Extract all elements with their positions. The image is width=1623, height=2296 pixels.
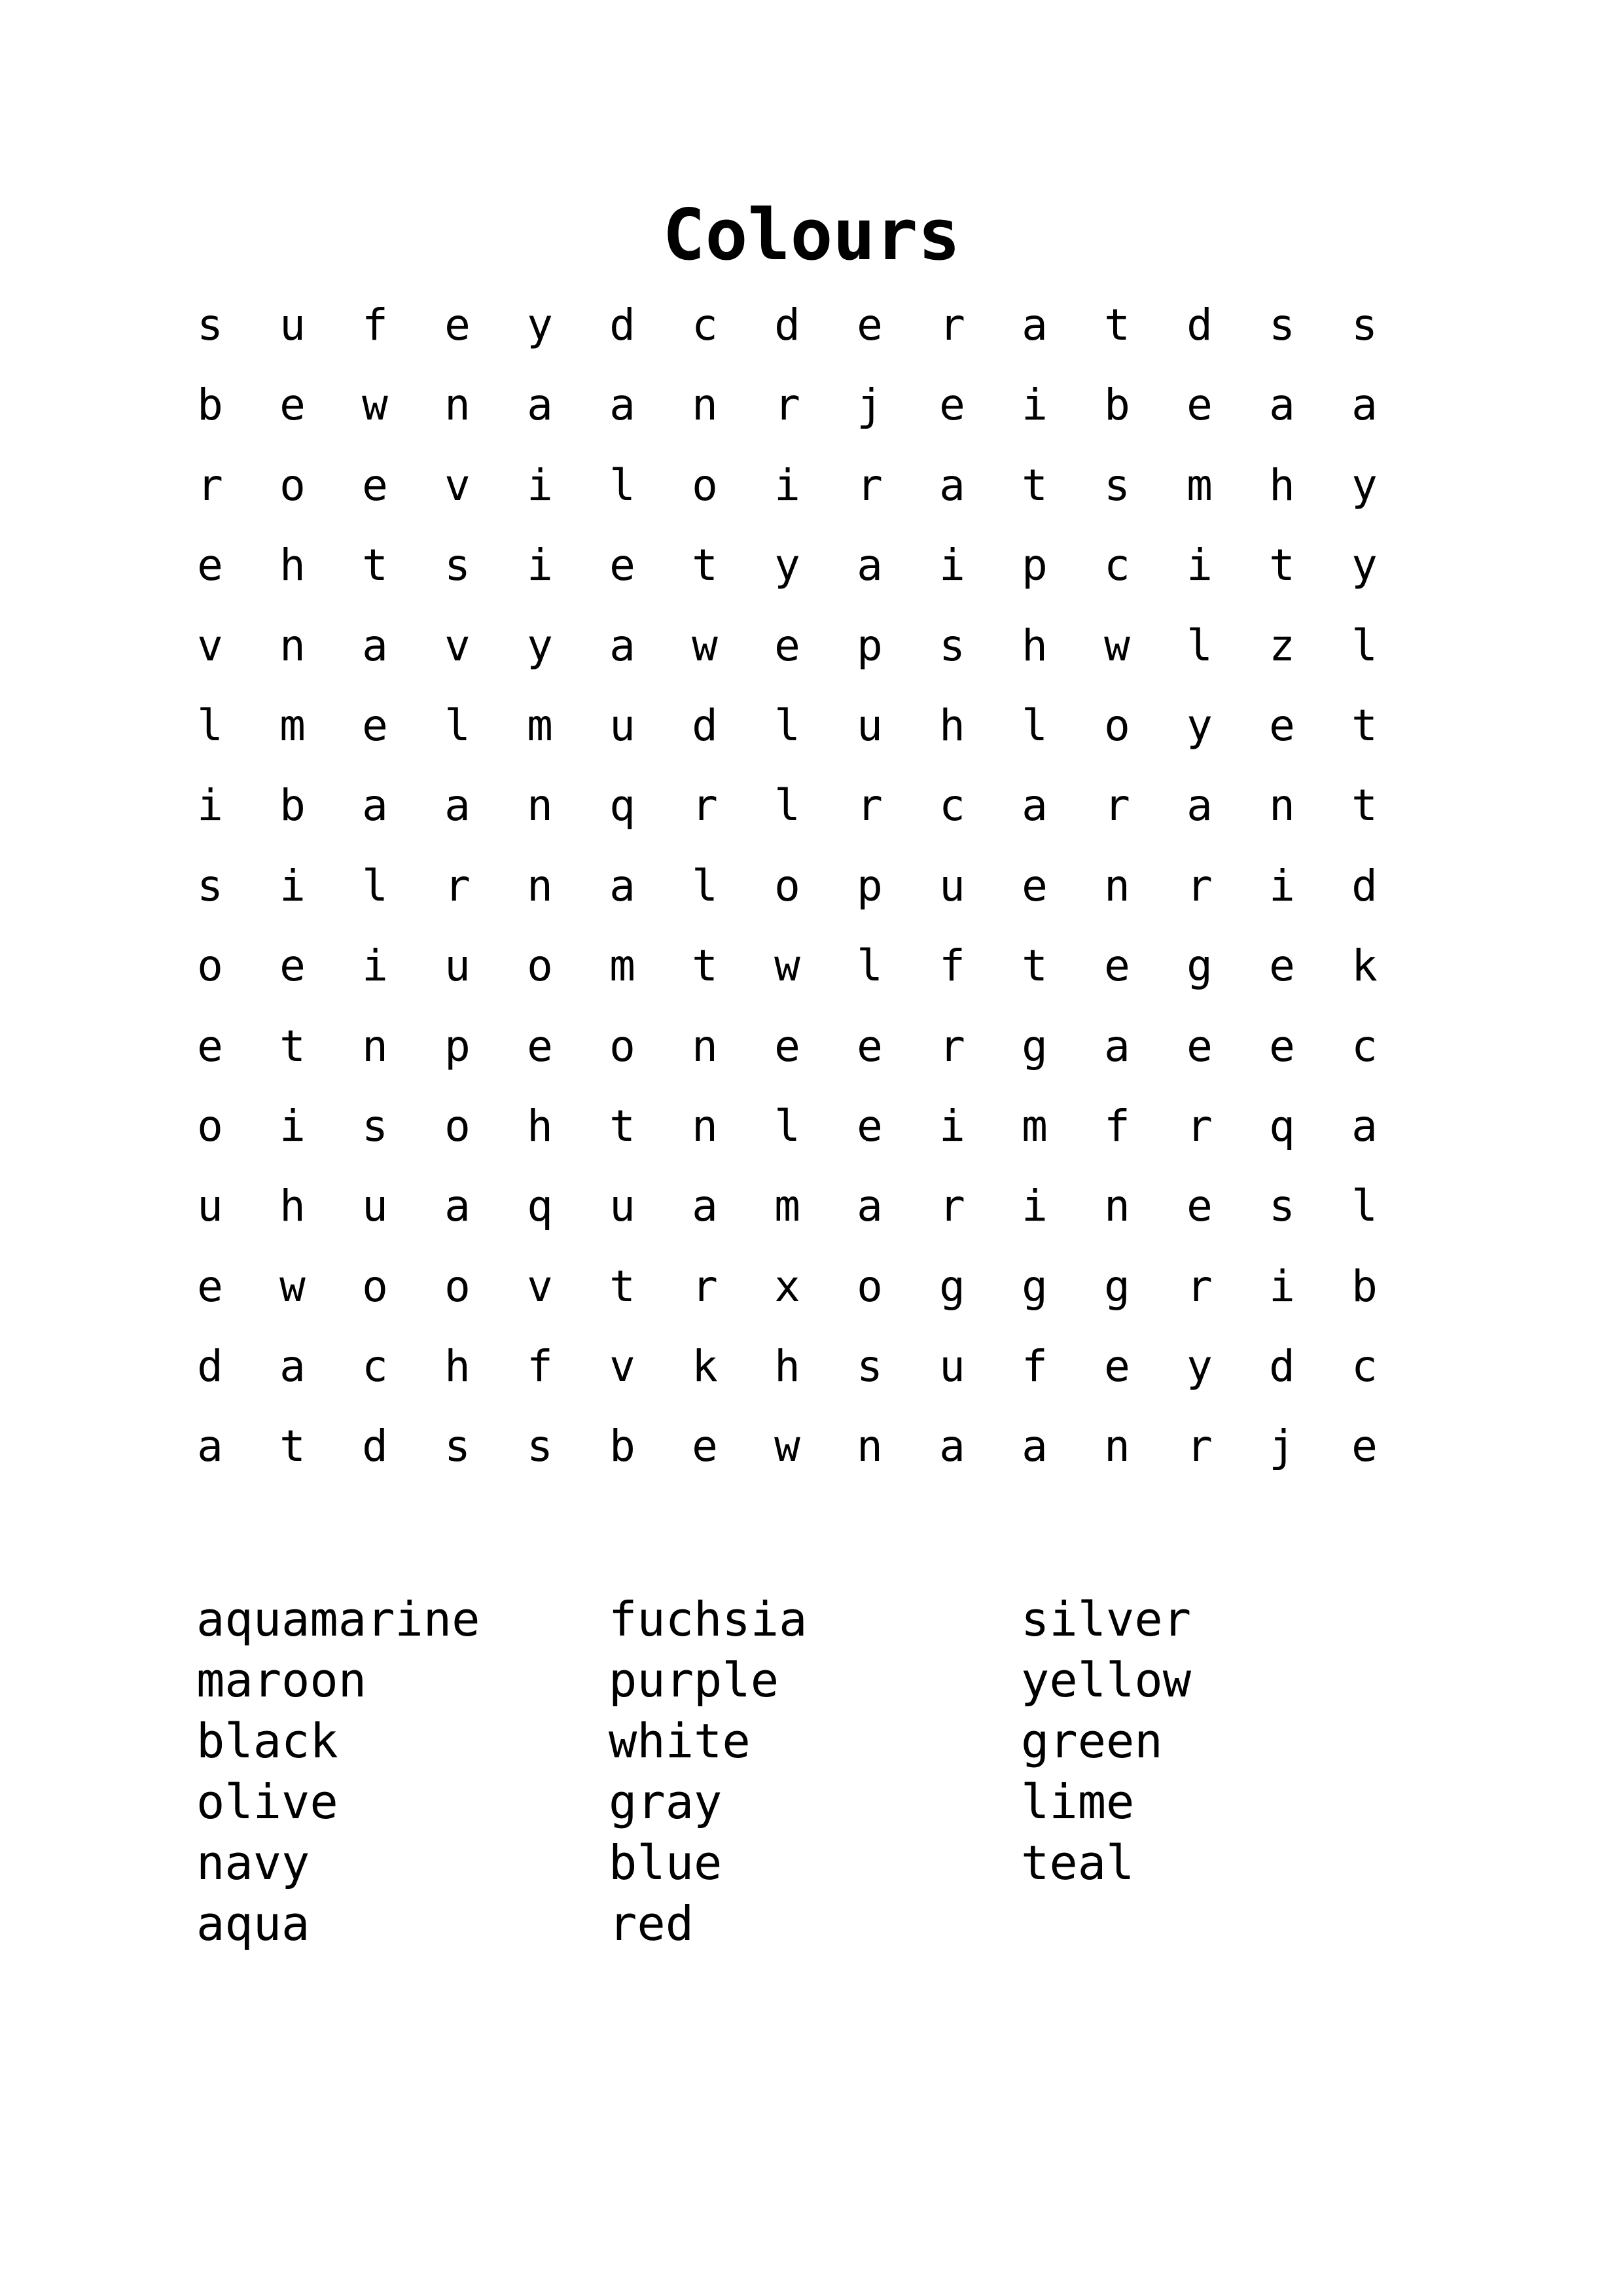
- grid-cell[interactable]: c: [939, 780, 965, 831]
- grid-cell[interactable]: n: [444, 380, 471, 431]
- grid-cell[interactable]: r: [197, 459, 223, 511]
- grid-cell[interactable]: s: [197, 300, 223, 350]
- grid-cell[interactable]: v: [527, 1261, 553, 1312]
- grid-cell[interactable]: s: [857, 1341, 883, 1392]
- grid-cell[interactable]: r: [1104, 780, 1130, 831]
- grid-cell[interactable]: e: [1186, 1020, 1213, 1071]
- grid-cell[interactable]: s: [197, 860, 223, 911]
- grid-cell[interactable]: e: [279, 380, 306, 431]
- grid-cell[interactable]: r: [692, 1261, 718, 1312]
- grid-cell[interactable]: y: [527, 300, 553, 350]
- grid-cell[interactable]: t: [1104, 300, 1130, 350]
- grid-cell[interactable]: i: [1269, 1261, 1295, 1312]
- grid-cell[interactable]: h: [279, 540, 306, 591]
- grid-cell[interactable]: a: [527, 380, 553, 431]
- grid-cell[interactable]: t: [1022, 459, 1048, 511]
- grid-cell[interactable]: r: [1186, 1100, 1213, 1151]
- grid-cell[interactable]: o: [609, 1020, 635, 1071]
- word-list-item: teal: [1021, 1835, 1135, 1890]
- word-list-item: red: [609, 1896, 694, 1951]
- grid-cell[interactable]: l: [1186, 620, 1213, 671]
- grid-cell[interactable]: n: [1104, 1181, 1130, 1232]
- grid-cell[interactable]: y: [1351, 540, 1378, 591]
- grid-cell[interactable]: m: [609, 941, 635, 992]
- grid-cell[interactable]: e: [1022, 860, 1048, 911]
- grid-cell[interactable]: t: [279, 1020, 306, 1071]
- grid-cell[interactable]: a: [362, 780, 388, 831]
- grid-cell[interactable]: u: [279, 300, 306, 350]
- grid-cell[interactable]: q: [527, 1181, 553, 1232]
- grid-cell[interactable]: a: [444, 780, 471, 831]
- grid-cell[interactable]: e: [197, 1020, 223, 1071]
- grid-cell[interactable]: v: [444, 459, 471, 511]
- word-list-item: black: [196, 1713, 338, 1768]
- grid-cell[interactable]: t: [692, 540, 718, 591]
- grid-cell[interactable]: r: [692, 780, 718, 831]
- grid-cell[interactable]: h: [774, 1341, 800, 1392]
- grid-cell[interactable]: b: [609, 1421, 635, 1472]
- grid-cell[interactable]: s: [444, 1421, 471, 1472]
- grid-cell[interactable]: x: [774, 1261, 800, 1312]
- grid-cell[interactable]: a: [939, 1421, 965, 1472]
- grid-cell[interactable]: z: [1269, 620, 1295, 671]
- grid-cell[interactable]: y: [1186, 700, 1213, 751]
- word-list-item: gray: [609, 1774, 722, 1829]
- word-list-item: white: [609, 1713, 751, 1768]
- grid-cell[interactable]: p: [857, 620, 883, 671]
- grid-cell[interactable]: i: [1022, 380, 1048, 431]
- grid-cell[interactable]: f: [527, 1341, 553, 1392]
- grid-cell[interactable]: i: [1186, 540, 1213, 591]
- grid-cell[interactable]: u: [857, 700, 883, 751]
- word-list-item: yellow: [1021, 1653, 1192, 1708]
- grid-cell[interactable]: l: [1351, 620, 1378, 671]
- grid-cell[interactable]: w: [362, 380, 388, 431]
- grid-cell[interactable]: p: [857, 860, 883, 911]
- word-list: [196, 1589, 1433, 1954]
- grid-cell[interactable]: f: [362, 300, 388, 350]
- grid-cell[interactable]: a: [362, 620, 388, 671]
- grid-cell[interactable]: e: [692, 1421, 718, 1472]
- grid-cell[interactable]: e: [1269, 1020, 1295, 1071]
- grid-cell[interactable]: h: [1022, 620, 1048, 671]
- word-list-item: aquamarine: [196, 1592, 480, 1647]
- grid-cell[interactable]: d: [1351, 860, 1378, 911]
- grid-cell[interactable]: r: [1186, 1261, 1213, 1312]
- grid-cell[interactable]: o: [444, 1100, 471, 1151]
- grid-cell[interactable]: a: [1104, 1020, 1130, 1071]
- grid-cell[interactable]: g: [1022, 1261, 1048, 1312]
- grid-cell[interactable]: a: [444, 1181, 471, 1232]
- grid-cell[interactable]: i: [1269, 860, 1295, 911]
- grid-cell[interactable]: c: [362, 1341, 388, 1392]
- grid-cell[interactable]: n: [857, 1421, 883, 1472]
- grid-cell[interactable]: i: [279, 1100, 306, 1151]
- grid-cell[interactable]: s: [362, 1100, 388, 1151]
- grid-cell[interactable]: i: [1022, 1181, 1048, 1232]
- grid-cell[interactable]: m: [279, 700, 306, 751]
- grid-cell[interactable]: t: [609, 1100, 635, 1151]
- word-list-item: aqua: [196, 1896, 310, 1951]
- grid-cell[interactable]: s: [1351, 300, 1378, 350]
- grid-cell[interactable]: b: [279, 780, 306, 831]
- grid-cell[interactable]: l: [362, 860, 388, 911]
- grid-cell[interactable]: n: [692, 1100, 718, 1151]
- grid-cell[interactable]: u: [609, 1181, 635, 1232]
- grid-cell[interactable]: v: [197, 620, 223, 671]
- grid-cell[interactable]: b: [197, 380, 223, 431]
- grid-cell[interactable]: s: [1269, 300, 1295, 350]
- grid-cell[interactable]: t: [609, 1261, 635, 1312]
- word-list-item: fuchsia: [609, 1592, 808, 1647]
- grid-cell[interactable]: u: [939, 1341, 965, 1392]
- grid-cell[interactable]: b: [1351, 1261, 1378, 1312]
- grid-cell[interactable]: d: [197, 1341, 223, 1392]
- grid-cell[interactable]: a: [1351, 380, 1378, 431]
- word-list-item: silver: [1021, 1592, 1192, 1647]
- grid-cell[interactable]: o: [774, 860, 800, 911]
- grid-cell[interactable]: h: [279, 1181, 306, 1232]
- grid-cell[interactable]: v: [609, 1341, 635, 1392]
- grid-cell[interactable]: d: [692, 700, 718, 751]
- grid-cell[interactable]: o: [857, 1261, 883, 1312]
- grid-cell[interactable]: e: [1269, 700, 1295, 751]
- page-title: Colours: [662, 194, 961, 277]
- grid-cell[interactable]: q: [609, 780, 635, 831]
- grid-cell[interactable]: i: [939, 1100, 965, 1151]
- grid-cell[interactable]: r: [939, 1020, 965, 1071]
- word-list-item: [1021, 1893, 1433, 1954]
- grid-cell[interactable]: h: [1269, 459, 1295, 511]
- grid-cell[interactable]: s: [939, 620, 965, 671]
- grid-cell[interactable]: d: [609, 300, 635, 350]
- grid-cell[interactable]: a: [1186, 780, 1213, 831]
- grid-cell[interactable]: i: [527, 540, 553, 591]
- grid-cell[interactable]: a: [1022, 1421, 1048, 1472]
- grid-cell[interactable]: w: [279, 1261, 306, 1312]
- grid-cell[interactable]: b: [1104, 380, 1130, 431]
- grid-cell[interactable]: u: [197, 1181, 223, 1232]
- grid-cell[interactable]: r: [939, 1181, 965, 1232]
- grid-cell[interactable]: l: [774, 780, 800, 831]
- grid-cell[interactable]: a: [692, 1181, 718, 1232]
- word-list-item: navy: [196, 1835, 310, 1890]
- grid-cell[interactable]: y: [1351, 459, 1378, 511]
- grid-cell[interactable]: d: [1186, 300, 1213, 350]
- grid-cell[interactable]: o: [692, 459, 718, 511]
- grid-cell[interactable]: a: [939, 459, 965, 511]
- grid-cell[interactable]: e: [527, 1020, 553, 1071]
- grid-cell[interactable]: n: [1104, 1421, 1130, 1472]
- grid-cell[interactable]: p: [444, 1020, 471, 1071]
- grid-cell[interactable]: a: [1351, 1100, 1378, 1151]
- grid-cell[interactable]: t: [279, 1421, 306, 1472]
- grid-cell[interactable]: o: [279, 459, 306, 511]
- grid-cell[interactable]: j: [857, 380, 883, 431]
- grid-cell[interactable]: e: [609, 540, 635, 591]
- grid-cell[interactable]: t: [692, 941, 718, 992]
- word-list-item: lime: [1021, 1774, 1135, 1829]
- grid-cell[interactable]: h: [444, 1341, 471, 1392]
- grid-cell[interactable]: o: [197, 941, 223, 992]
- grid-cell[interactable]: t: [1269, 540, 1295, 591]
- grid-cell[interactable]: a: [609, 620, 635, 671]
- grid-cell[interactable]: g: [1104, 1261, 1130, 1312]
- grid-cell[interactable]: y: [1186, 1341, 1213, 1392]
- grid-cell[interactable]: r: [857, 459, 883, 511]
- grid-cell[interactable]: a: [1022, 780, 1048, 831]
- grid-cell[interactable]: q: [1269, 1100, 1295, 1151]
- grid-cell[interactable]: n: [527, 860, 553, 911]
- grid-cell[interactable]: s: [444, 540, 471, 591]
- grid-cell[interactable]: u: [362, 1181, 388, 1232]
- grid-cell[interactable]: l: [609, 459, 635, 511]
- grid-cell[interactable]: e: [1104, 941, 1130, 992]
- grid-cell[interactable]: v: [444, 620, 471, 671]
- grid-cell[interactable]: e: [857, 1020, 883, 1071]
- grid-cell[interactable]: e: [1269, 941, 1295, 992]
- grid-cell[interactable]: n: [1269, 780, 1295, 831]
- grid-cell[interactable]: e: [857, 1100, 883, 1151]
- grid-cell[interactable]: h: [527, 1100, 553, 1151]
- grid-cell[interactable]: a: [609, 380, 635, 431]
- grid-cell[interactable]: i: [279, 860, 306, 911]
- grid-cell[interactable]: n: [692, 380, 718, 431]
- grid-cell[interactable]: e: [362, 459, 388, 511]
- grid-cell[interactable]: f: [939, 941, 965, 992]
- grid-cell[interactable]: l: [1022, 700, 1048, 751]
- grid-cell[interactable]: s: [1269, 1181, 1295, 1232]
- grid-cell[interactable]: m: [1186, 459, 1213, 511]
- grid-cell[interactable]: w: [774, 941, 800, 992]
- grid-cell[interactable]: e: [1104, 1341, 1130, 1392]
- grid-cell[interactable]: m: [1022, 1100, 1048, 1151]
- grid-cell[interactable]: r: [939, 300, 965, 350]
- grid-cell[interactable]: i: [197, 780, 223, 831]
- grid-cell[interactable]: c: [692, 300, 718, 350]
- grid-cell[interactable]: g: [939, 1261, 965, 1312]
- grid-cell[interactable]: e: [1186, 1181, 1213, 1232]
- grid-cell[interactable]: o: [527, 941, 553, 992]
- grid-cell[interactable]: e: [939, 380, 965, 431]
- grid-cell[interactable]: l: [692, 860, 718, 911]
- word-list-item: olive: [196, 1774, 338, 1829]
- grid-cell[interactable]: k: [1351, 941, 1378, 992]
- grid-cell[interactable]: k: [692, 1341, 718, 1392]
- grid-cell[interactable]: o: [197, 1100, 223, 1151]
- grid-cell[interactable]: o: [1104, 700, 1130, 751]
- grid-cell[interactable]: h: [939, 700, 965, 751]
- grid-cell[interactable]: a: [279, 1341, 306, 1392]
- grid-cell[interactable]: e: [197, 1261, 223, 1312]
- word-list-item: green: [1021, 1713, 1163, 1768]
- grid-cell[interactable]: n: [362, 1020, 388, 1071]
- grid-cell[interactable]: l: [197, 700, 223, 751]
- grid-cell[interactable]: e: [857, 300, 883, 350]
- grid-cell[interactable]: e: [1186, 380, 1213, 431]
- word-list-item: blue: [609, 1835, 722, 1890]
- grid-cell[interactable]: e: [362, 700, 388, 751]
- grid-cell[interactable]: u: [444, 941, 471, 992]
- grid-cell[interactable]: c: [1351, 1020, 1378, 1071]
- grid-cell[interactable]: e: [279, 941, 306, 992]
- grid-cell[interactable]: e: [774, 1020, 800, 1071]
- grid-cell[interactable]: i: [527, 459, 553, 511]
- grid-cell[interactable]: w: [774, 1421, 800, 1472]
- grid-cell[interactable]: l: [444, 700, 471, 751]
- grid-cell[interactable]: r: [1186, 860, 1213, 911]
- grid-cell[interactable]: n: [692, 1020, 718, 1071]
- grid-cell[interactable]: e: [774, 620, 800, 671]
- grid-cell[interactable]: e: [1351, 1421, 1378, 1472]
- grid-cell[interactable]: c: [1351, 1341, 1378, 1392]
- grid-cell[interactable]: r: [774, 380, 800, 431]
- grid-cell[interactable]: y: [774, 540, 800, 591]
- grid-cell[interactable]: r: [1186, 1421, 1213, 1472]
- grid-cell[interactable]: a: [1022, 300, 1048, 350]
- grid-cell[interactable]: l: [857, 941, 883, 992]
- grid-cell[interactable]: t: [362, 540, 388, 591]
- grid-cell[interactable]: t: [1351, 780, 1378, 831]
- grid-cell[interactable]: a: [857, 1181, 883, 1232]
- grid-cell[interactable]: t: [1351, 700, 1378, 751]
- grid-cell[interactable]: a: [1269, 380, 1295, 431]
- grid-cell[interactable]: r: [857, 780, 883, 831]
- grid-cell[interactable]: n: [279, 620, 306, 671]
- grid-cell[interactable]: y: [527, 620, 553, 671]
- grid-cell[interactable]: g: [1022, 1020, 1048, 1071]
- grid-cell[interactable]: i: [774, 459, 800, 511]
- grid-cell[interactable]: a: [609, 860, 635, 911]
- word-list-item: purple: [609, 1653, 779, 1708]
- grid-cell[interactable]: i: [939, 540, 965, 591]
- grid-cell[interactable]: w: [1104, 620, 1130, 671]
- grid-cell[interactable]: m: [527, 700, 553, 751]
- grid-cell[interactable]: g: [1186, 941, 1213, 992]
- word-list-item: maroon: [196, 1653, 367, 1708]
- grid-cell[interactable]: f: [1104, 1100, 1130, 1151]
- grid-cell[interactable]: i: [362, 941, 388, 992]
- grid-cell[interactable]: u: [609, 700, 635, 751]
- grid-cell[interactable]: w: [692, 620, 718, 671]
- grid-cell[interactable]: f: [1022, 1341, 1048, 1392]
- grid-cell[interactable]: e: [444, 300, 471, 350]
- grid-cell[interactable]: n: [527, 780, 553, 831]
- grid-cell[interactable]: t: [1022, 941, 1048, 992]
- grid-cell[interactable]: a: [857, 540, 883, 591]
- grid-cell[interactable]: n: [1104, 860, 1130, 911]
- letter-grid: [169, 285, 1406, 1487]
- grid-cell[interactable]: p: [1022, 540, 1048, 591]
- grid-cell[interactable]: s: [1104, 459, 1130, 511]
- grid-cell[interactable]: l: [1351, 1181, 1378, 1232]
- grid-cell[interactable]: l: [774, 700, 800, 751]
- grid-cell[interactable]: e: [197, 540, 223, 591]
- grid-cell[interactable]: l: [774, 1100, 800, 1151]
- grid-cell[interactable]: d: [362, 1421, 388, 1472]
- grid-cell[interactable]: o: [444, 1261, 471, 1312]
- grid-cell[interactable]: u: [939, 860, 965, 911]
- grid-cell[interactable]: s: [527, 1421, 553, 1472]
- grid-cell[interactable]: c: [1104, 540, 1130, 591]
- grid-cell[interactable]: m: [774, 1181, 800, 1232]
- grid-cell[interactable]: d: [1269, 1341, 1295, 1392]
- grid-cell[interactable]: j: [1269, 1421, 1295, 1472]
- grid-cell[interactable]: r: [444, 860, 471, 911]
- grid-cell[interactable]: d: [774, 300, 800, 350]
- grid-cell[interactable]: a: [197, 1421, 223, 1472]
- grid-cell[interactable]: o: [362, 1261, 388, 1312]
